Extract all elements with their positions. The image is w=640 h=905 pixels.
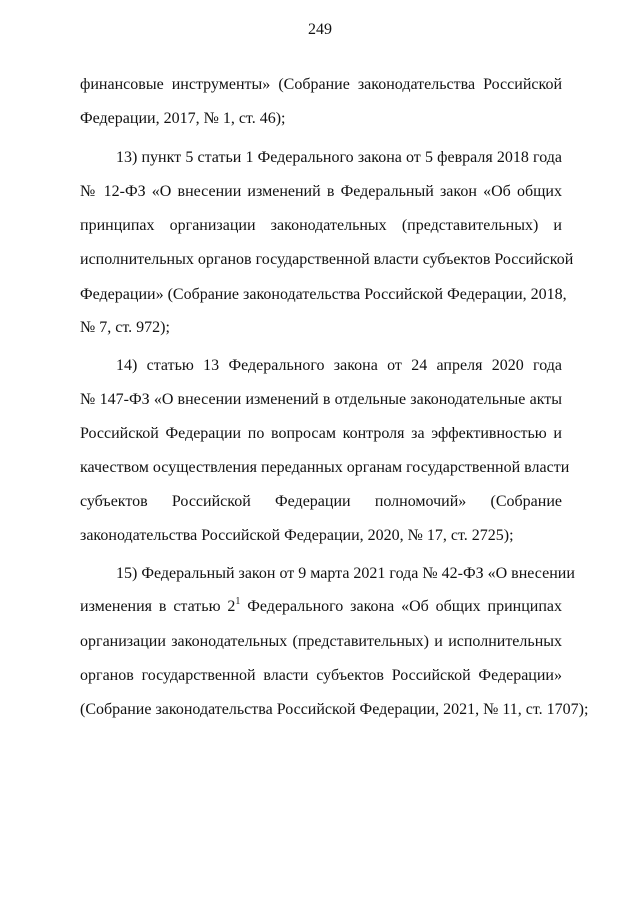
text-line-4: № 12-ФЗ «О внесении изменений в Федеральный закон «Об общих: [80, 183, 562, 200]
text-line-2: Федерации, 2017, № 1, ст. 46);: [80, 110, 286, 127]
text-line-16: [80, 597, 562, 617]
text-line-15: 15) Федеральный закон от 9 марта 2021 года № 42-ФЗ «О внесении: [116, 565, 575, 582]
text-line-7: Федерации» (Собрание законодательства Российской Федерации, 2018,: [80, 286, 567, 303]
text-line-11: Российской Федерации по вопросам контроля за эффективностью и: [80, 425, 562, 442]
text-line-6: исполнительных органов государственной власти субъектов Российской: [80, 251, 574, 268]
page-number: 249: [308, 21, 332, 38]
text-line-16-end: Федерального закона «Об общих принципах: [240, 598, 562, 615]
text-line-14: законодательства Российской Федерации, 2020, № 17, ст. 2725);: [80, 527, 514, 544]
text-line-9: 14) статью 13 Федерального закона от 24 апреля 2020 года: [116, 357, 562, 374]
text-line-17: организации законодательных (представительных) и исполнительных: [80, 633, 562, 650]
text-line-13: субъектов Российской Федерации полномочий» (Собрание: [80, 493, 562, 510]
text-line-18: органов государственной власти субъектов Российской Федерации»: [80, 667, 562, 684]
text-line-5: принципах организации законодательных (представительных) и: [80, 217, 562, 234]
text-line-1: финансовые инструменты» (Собрание законодательства Российской: [80, 76, 562, 93]
article-superscript: 1: [235, 596, 241, 607]
text-line-8: № 7, ст. 972);: [80, 319, 170, 336]
text-line-19: (Собрание законодательства Российской Федерации, 2021, № 11, ст. 1707);: [80, 701, 589, 718]
text-line-3: 13) пункт 5 статьи 1 Федерального закона от 5 февраля 2018 года: [116, 149, 562, 166]
text-line-12: качеством осуществления переданных органам государственной власти: [80, 459, 570, 476]
text-line-16-start: изменения в статью 2: [80, 598, 236, 615]
text-line-10: № 147-ФЗ «О внесении изменений в отдельные законодательные акты: [80, 391, 562, 408]
